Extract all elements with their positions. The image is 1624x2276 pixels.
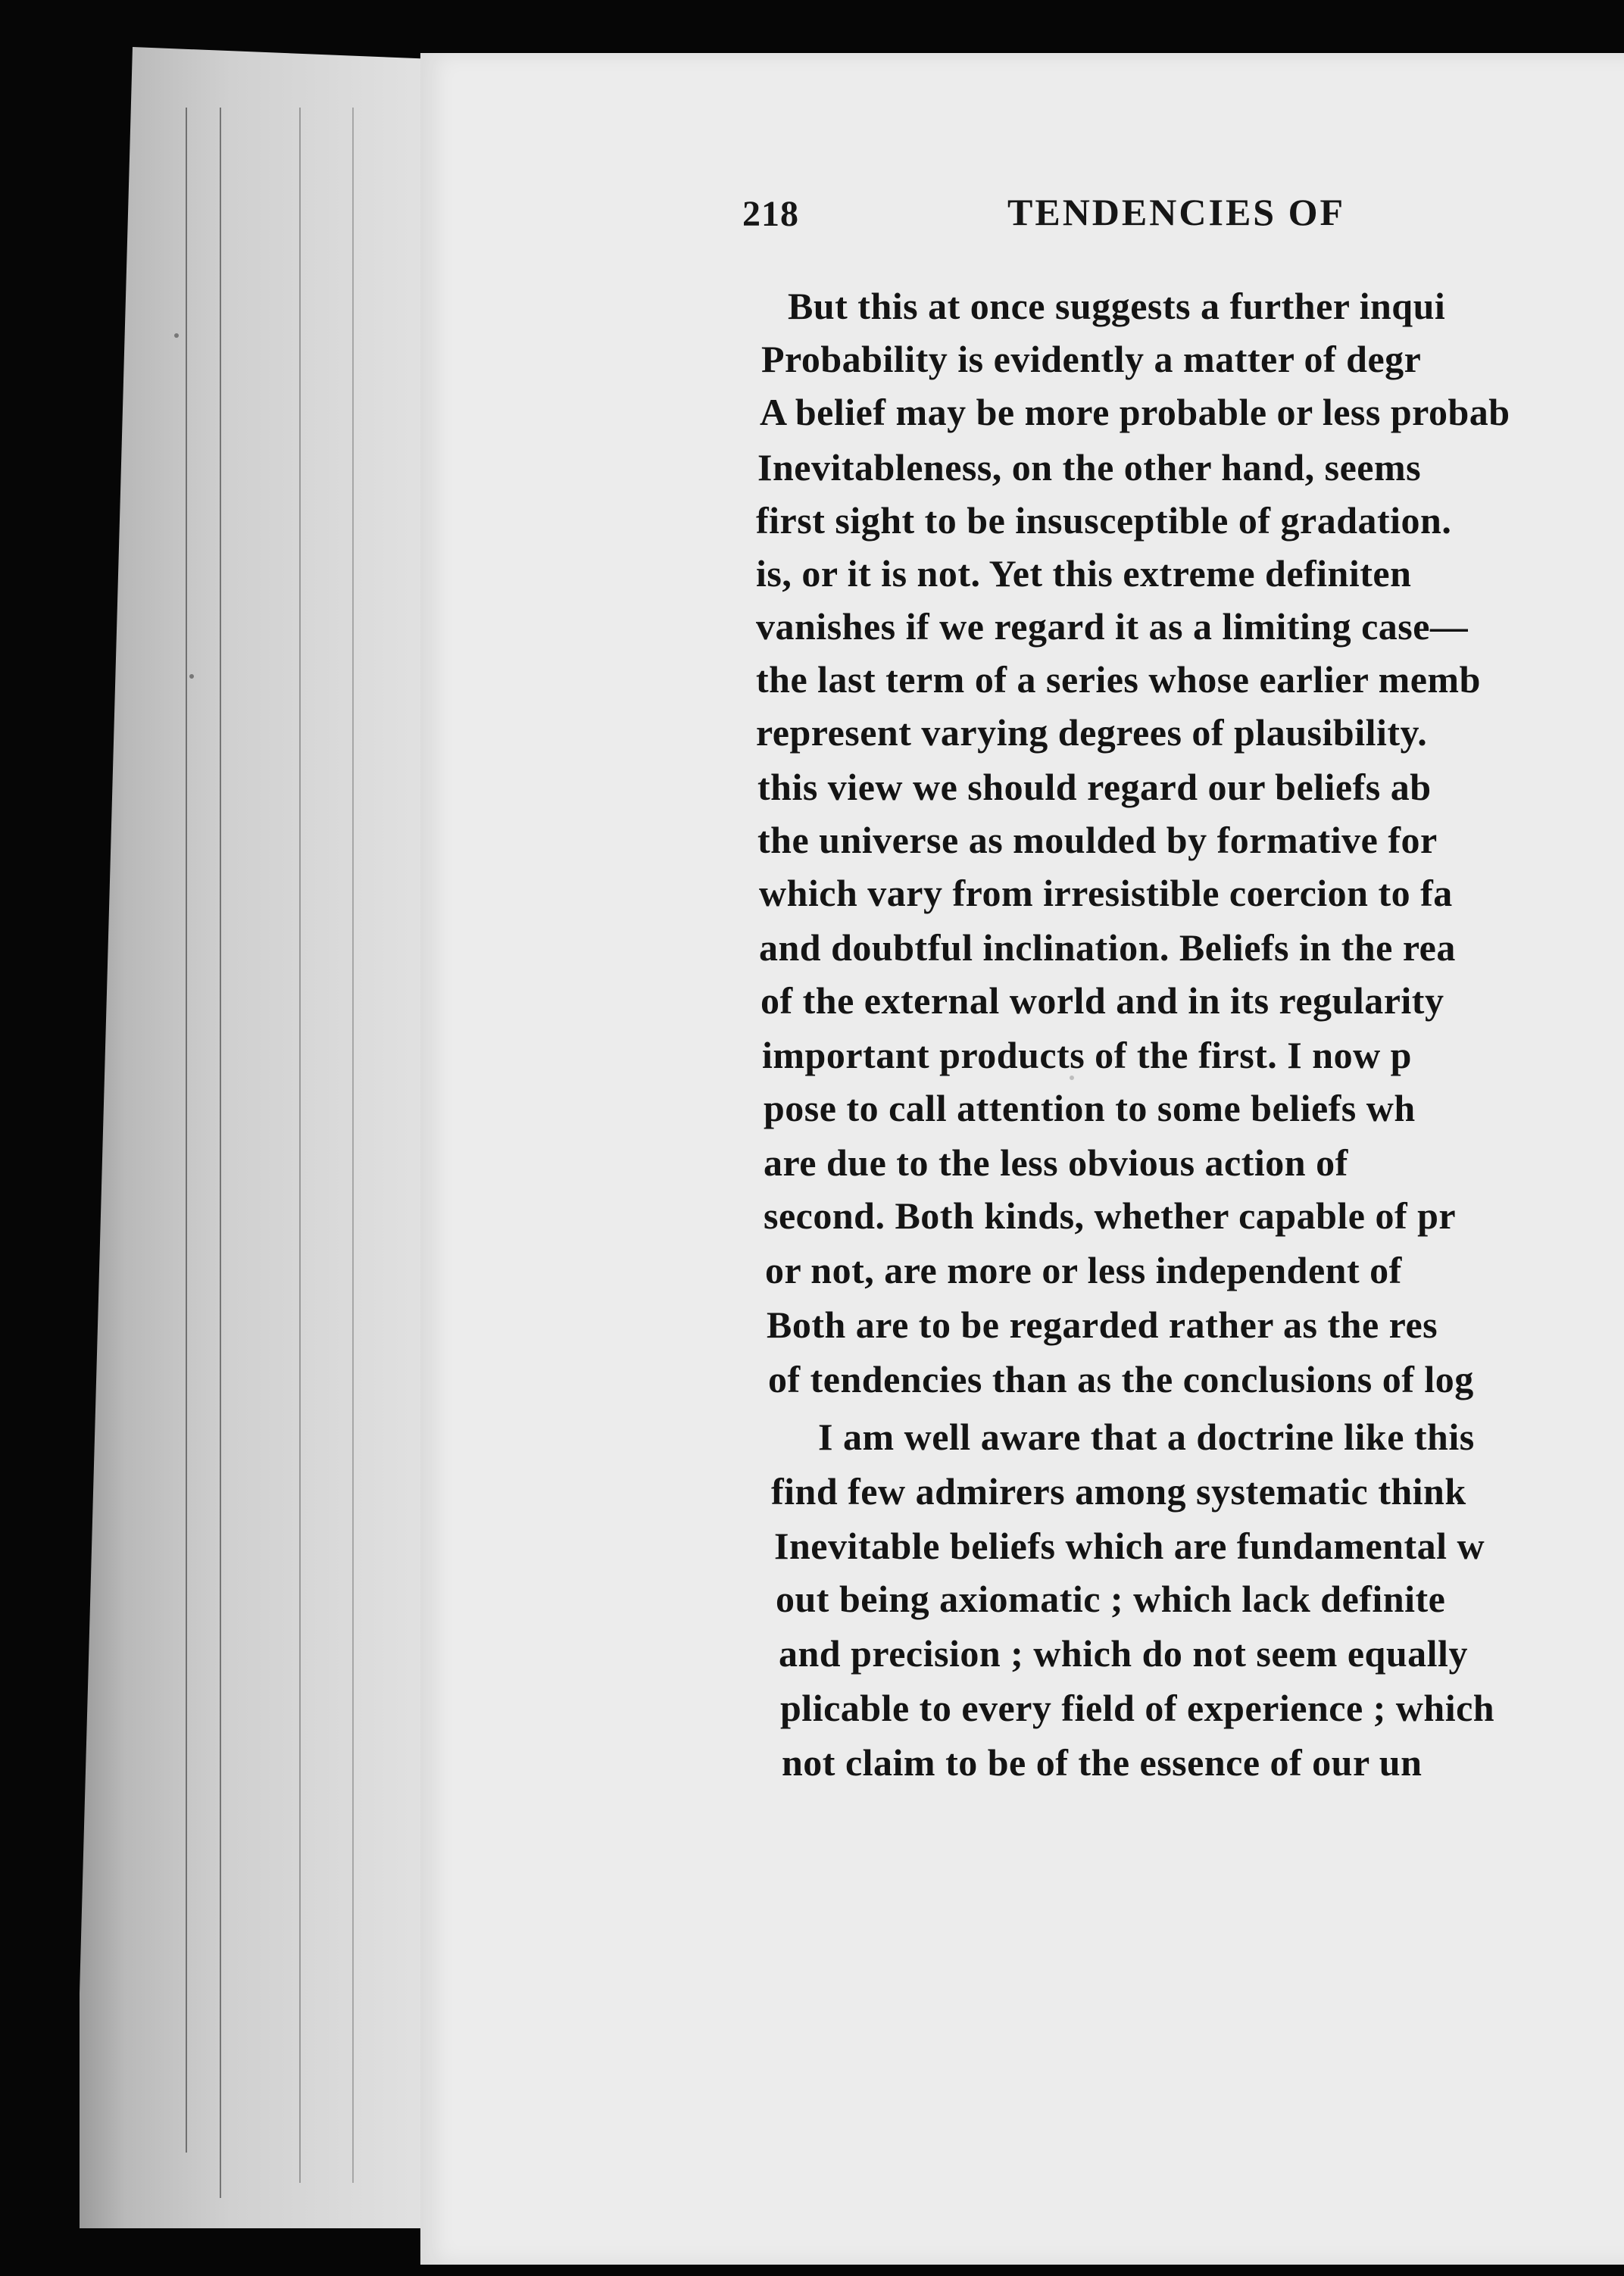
text-line: A belief may be more probable or less probab (760, 391, 1510, 433)
text-line: first sight to be insusceptible of gradation. (756, 499, 1452, 542)
text-line: Inevitableness, on the other hand, seems (757, 446, 1422, 489)
text-line: of tendencies than as the conclusions of log (768, 1358, 1474, 1400)
scan-speck (1070, 1076, 1074, 1080)
text-line: which vary from irresistible coercion to fa (759, 872, 1453, 914)
text-line: Both are to be regarded rather as the res (767, 1303, 1438, 1346)
text-line: Inevitable beliefs which are fundamental w (774, 1525, 1485, 1567)
text-line: pose to call attention to some beliefs wh (764, 1087, 1416, 1129)
text-line: not claim to be of the essence of our un (782, 1741, 1423, 1784)
text-line: are due to the less obvious action of (764, 1141, 1348, 1184)
text-line: represent varying degrees of plausibility. (756, 711, 1428, 754)
text-line: or not, are more or less independent of (765, 1249, 1402, 1291)
scan-speck (174, 333, 179, 338)
text-line: I am well aware that a doctrine like this (818, 1416, 1475, 1458)
page-edges-stack (80, 47, 458, 2228)
page-number: 218 (742, 194, 799, 234)
book-page (420, 53, 1624, 2265)
text-line: the universe as moulded by formative for (757, 819, 1438, 861)
scan-speck (189, 674, 194, 679)
text-line: this view we should regard our beliefs ab (757, 766, 1432, 808)
text-line: and doubtful inclination. Beliefs in the rea (759, 926, 1456, 969)
text-line: But this at once suggests a further inqui (788, 285, 1446, 327)
text-line: plicable to every field of experience ; which (780, 1687, 1495, 1729)
page-edge-line (352, 108, 354, 2183)
text-line: out being axiomatic ; which lack definite (776, 1578, 1446, 1620)
text-line: the last term of a series whose earlier memb (756, 658, 1481, 701)
text-line: of the external world and in its regularity (760, 979, 1444, 1022)
text-line: second. Both kinds, whether capable of pr (764, 1194, 1457, 1237)
page-edge-line (220, 108, 221, 2198)
running-head: TENDENCIES OF (1007, 191, 1346, 233)
text-line: is, or it is not. Yet this extreme definiten (756, 552, 1412, 595)
page-edge-line (186, 108, 187, 2153)
text-line: vanishes if we regard it as a limiting case— (756, 605, 1469, 648)
text-line: find few admirers among systematic think (771, 1470, 1466, 1513)
page-header (742, 193, 1624, 246)
text-line: important products of the first. I now p (762, 1034, 1412, 1076)
page-edge-line (299, 108, 301, 2183)
text-line: and precision ; which do not seem equally (779, 1632, 1468, 1675)
text-line: Probability is evidently a matter of degr (761, 338, 1422, 380)
